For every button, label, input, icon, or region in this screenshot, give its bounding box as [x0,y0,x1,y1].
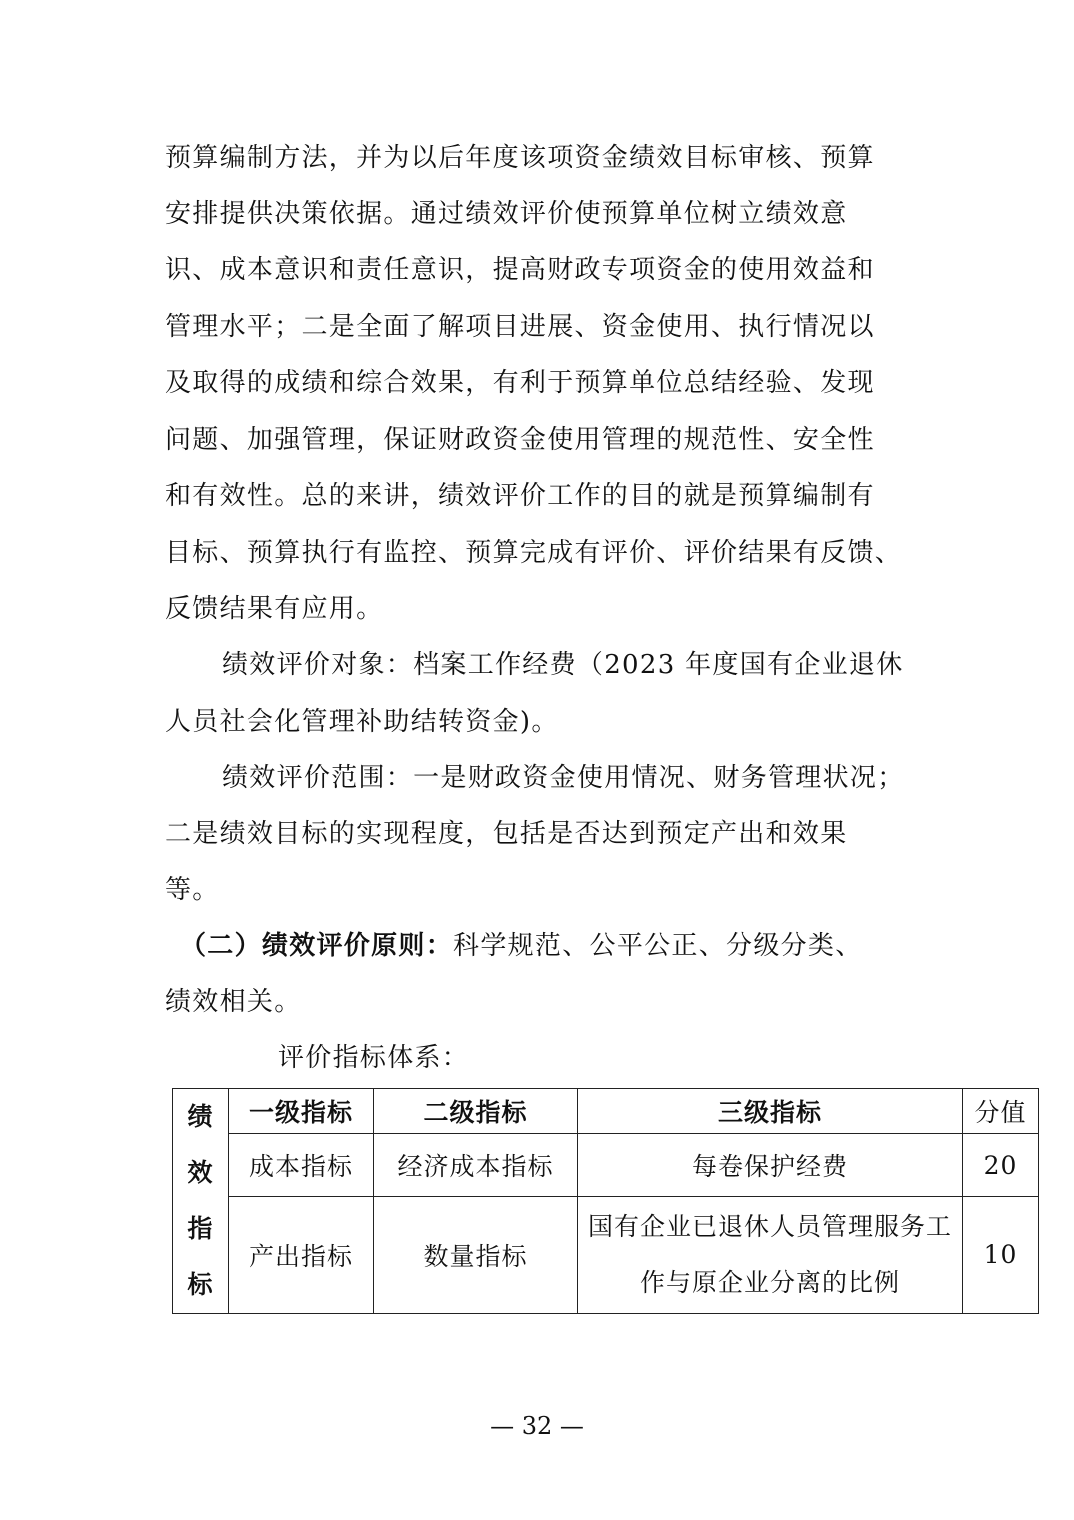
cell: 成本指标 [229,1134,374,1197]
vertical-char: 绩 [187,1102,214,1131]
header-level3: 三级指标 [578,1089,963,1134]
cell: 经济成本指标 [374,1134,578,1197]
header-level2: 二级指标 [374,1089,578,1134]
vertical-label-cell [173,1089,229,1314]
indicator-table [172,1088,1039,1314]
cell: 每卷保护经费 [578,1134,963,1197]
cell: 20 [963,1134,1039,1197]
cell: 数量指标 [374,1196,578,1313]
cell: 10 [963,1196,1039,1313]
paragraph-line: 识、成本意识和责任意识，提高财政专项资金的使用效益和 [165,255,875,285]
paragraph-line: 问题、加强管理，保证财政资金使用管理的规范性、安全性 [165,425,875,455]
paragraph-line: 人员社会化管理补助结转资金)。 [165,707,559,737]
paragraph-line: 及取得的成绩和综合效果，有利于预算单位总结经验、发现 [165,368,875,398]
vertical-char: 标 [187,1270,214,1299]
paragraph-line: 和有效性。总的来讲，绩效评价工作的目的就是预算编制有 [165,481,875,511]
principle-line [180,931,940,961]
paragraph-line: 反馈结果有应用。 [165,594,384,624]
evaluation-scope: 绩效评价范围：一是财政资金使用情况、财务管理状况； [222,763,905,793]
paragraph-line: 预算编制方法，并为以后年度该项资金绩效目标审核、预算 [165,143,875,173]
table-header-row [173,1089,1039,1134]
principle-heading: （二）绩效评价原则： [180,931,454,961]
vertical-char: 效 [187,1158,214,1187]
header-score: 分值 [963,1089,1039,1134]
table-caption: 评价指标体系： [278,1043,470,1073]
table-row [173,1134,1039,1197]
paragraph-line: 等。 [165,875,220,905]
paragraph-line: 绩效相关。 [165,987,302,1017]
paragraph-line: 目标、预算执行有监控、预算完成有评价、评价结果有反馈、 [165,538,903,568]
evaluation-object: 绩效评价对象：档案工作经费（2023 年度国有企业退休 [222,650,904,680]
principle-text: 科学规范、公平公正、分级分类、 [453,931,863,961]
page-number: — 32 — [490,1412,584,1440]
cell: 国有企业已退休人员管理服务工作与原企业分离的比例 [578,1196,963,1313]
paragraph-line: 管理水平；二是全面了解项目进展、资金使用、执行情况以 [165,312,875,342]
vertical-char: 指 [187,1214,214,1243]
paragraph-line: 二是绩效目标的实现程度，包括是否达到预定产出和效果 [165,819,848,849]
table-row [173,1196,1039,1313]
paragraph-line: 安排提供决策依据。通过绩效评价使预算单位树立绩效意 [165,199,848,229]
cell: 产出指标 [229,1196,374,1313]
header-level1: 一级指标 [229,1089,374,1134]
